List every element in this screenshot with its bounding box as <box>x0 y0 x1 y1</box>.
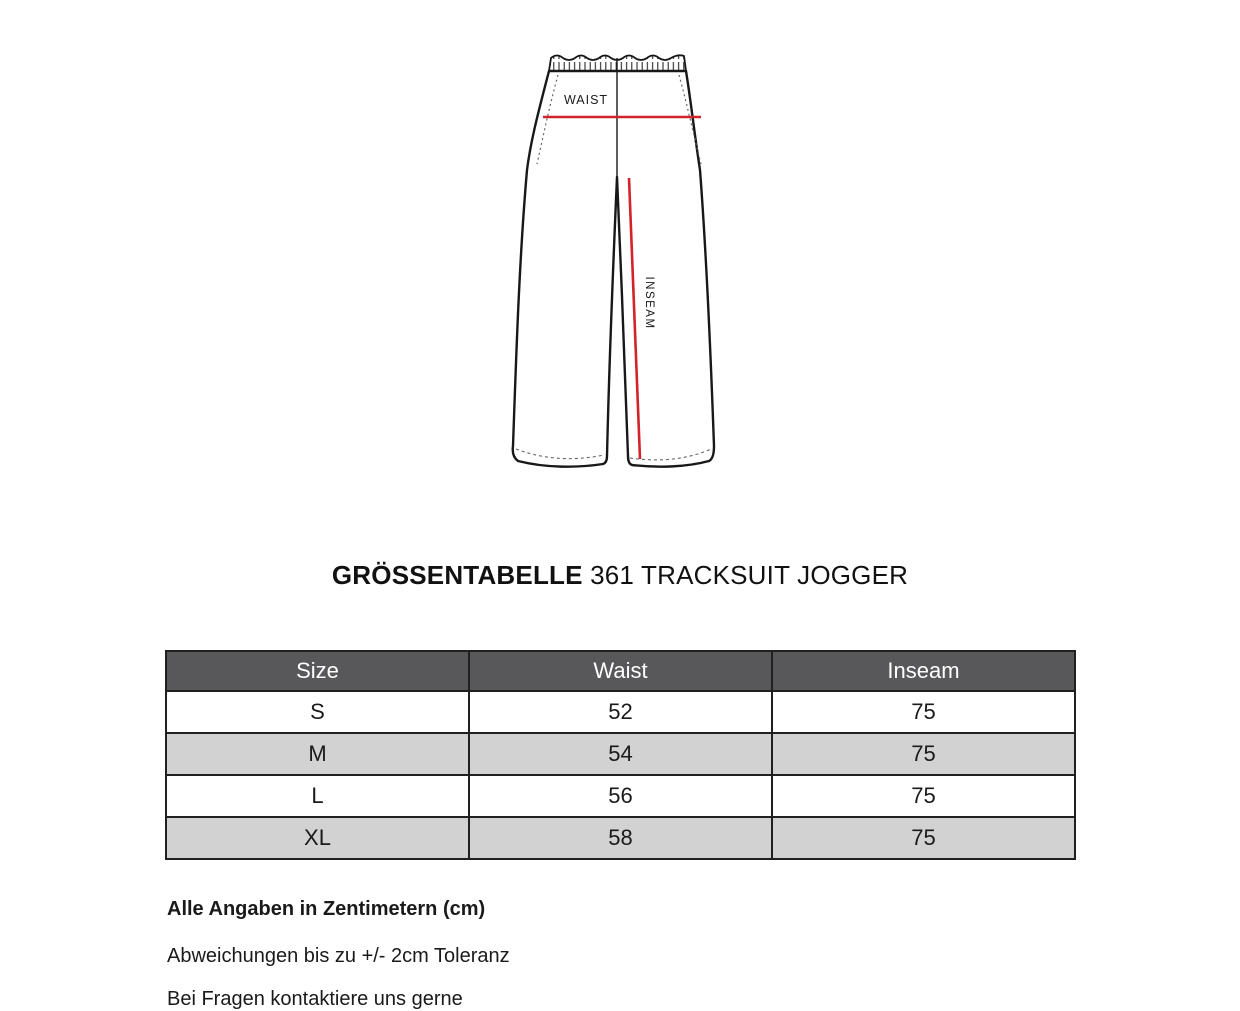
cell-waist: 58 <box>469 817 772 859</box>
size-table-body <box>166 691 1075 859</box>
page-title <box>0 560 1240 591</box>
cell-size: L <box>166 775 469 817</box>
cell-inseam: 75 <box>772 817 1075 859</box>
size-table <box>165 650 1076 860</box>
cell-inseam: 75 <box>772 691 1075 733</box>
cell-inseam: 75 <box>772 775 1075 817</box>
table-row-m <box>166 733 1075 775</box>
cell-waist: 56 <box>469 775 772 817</box>
col-header-size: Size <box>166 651 469 691</box>
cell-waist: 52 <box>469 691 772 733</box>
tolerance-note: Abweichungen bis zu +/- 2cm Toleranz <box>167 945 510 967</box>
size-table-header <box>166 651 1075 691</box>
title-bold-part: GRÖSSENTABELLE <box>331 560 583 590</box>
pants-diagram <box>488 34 752 480</box>
units-note: Alle Angaben in Zentimetern (cm) <box>167 898 486 920</box>
inseam-label: INSEAM <box>642 276 655 330</box>
cell-waist: 54 <box>469 733 772 775</box>
clipped-bottom-note: Bei Fragen kontaktiere uns gerne <box>167 988 463 1010</box>
cell-size: XL <box>166 817 469 859</box>
cell-size: S <box>166 691 469 733</box>
header-row <box>166 651 1075 691</box>
table-row-l <box>166 775 1075 817</box>
waist-label: WAIST <box>563 93 609 107</box>
pants-outline <box>513 71 714 467</box>
table-row-xl <box>166 817 1075 859</box>
col-header-inseam: Inseam <box>772 651 1075 691</box>
cell-size: M <box>166 733 469 775</box>
col-header-waist: Waist <box>469 651 772 691</box>
title-regular-part: 361 TRACKSUIT JOGGER <box>590 560 909 590</box>
cell-inseam: 75 <box>772 733 1075 775</box>
table-row-s <box>166 691 1075 733</box>
